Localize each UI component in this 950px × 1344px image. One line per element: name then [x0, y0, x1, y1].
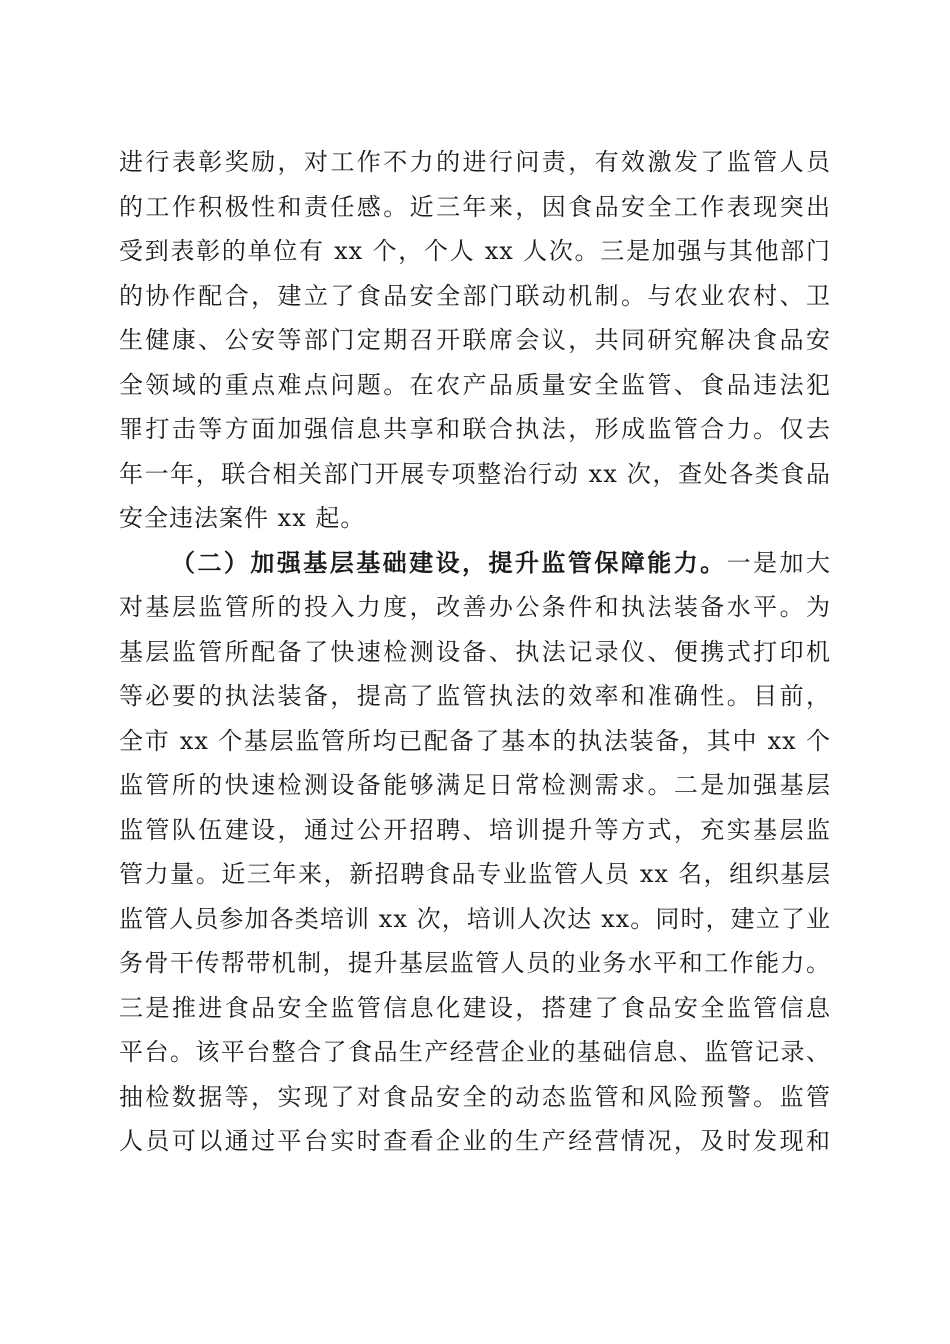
- text-line: 的协作配合，建立了食品安全部门联动机制。与农业农村、卫: [119, 281, 831, 310]
- text-line: 监管所的快速检测设备能够满足日常检测需求。二是加强基层: [119, 771, 831, 799]
- text-line: 罪打击等方面加强信息共享和联合执法，形成监管合力。仅去: [119, 415, 831, 443]
- text-line: 三是推进食品安全监管信息化建设，搭建了食品安全监管信息: [119, 993, 831, 1022]
- text-line: 全市 xx 个基层监管所均已配备了基本的执法装备，其中 xx 个: [119, 726, 831, 755]
- text-line: 等必要的执法装备，提高了监管执法的效率和准确性。目前，: [119, 682, 831, 710]
- text-line: 平台。该平台整合了食品生产经营企业的基础信息、监管记录、: [119, 1038, 831, 1066]
- text-line: 生健康、公安等部门定期召开联席会议，共同研究解决食品安: [119, 326, 831, 354]
- text-line: 管力量。近三年来，新招聘食品专业监管人员 xx 名，组织基层: [119, 860, 831, 888]
- text-line: 进行表彰奖励，对工作不力的进行问责，有效激发了监管人员: [119, 148, 831, 176]
- text-line: 监管队伍建设，通过公开招聘、培训提升等方式，充实基层监: [119, 815, 831, 844]
- text-line: 年一年，联合相关部门开展专项整治行动 xx 次，查处各类食品: [119, 459, 831, 488]
- text-line: 全领域的重点难点问题。在农产品质量安全监管、食品违法犯: [119, 370, 831, 399]
- text-line: 安全违法案件 xx 起。: [119, 504, 366, 532]
- text-line: 务骨干传帮带机制，提升基层监管人员的业务水平和工作能力。: [119, 949, 831, 977]
- section-heading: （二）加强基层基础建设，提升监管保障能力。: [171, 547, 727, 577]
- text-line: 受到表彰的单位有 xx 个，个人 xx 人次。三是加强与其他部门: [119, 237, 831, 265]
- text-line: 抽检数据等，实现了对食品安全的动态监管和风险预警。监管: [119, 1082, 831, 1111]
- text-line: 人员可以通过平台实时查看企业的生产经营情况，及时发现和: [119, 1127, 831, 1155]
- text-line: 监管人员参加各类培训 xx 次，培训人次达 xx。同时，建立了业: [119, 904, 831, 933]
- text-line: 基层监管所配备了快速检测设备、执法记录仪、便携式打印机: [119, 637, 831, 666]
- text-line: 对基层监管所的投入力度，改善办公条件和执法装备水平。为: [119, 593, 831, 621]
- body-text: [119, 140, 831, 1164]
- section-heading-line: [119, 541, 831, 586]
- section-heading-rest: 一是加大: [726, 548, 831, 577]
- text-line: 的工作积极性和责任感。近三年来，因食品安全工作表现突出: [119, 192, 831, 221]
